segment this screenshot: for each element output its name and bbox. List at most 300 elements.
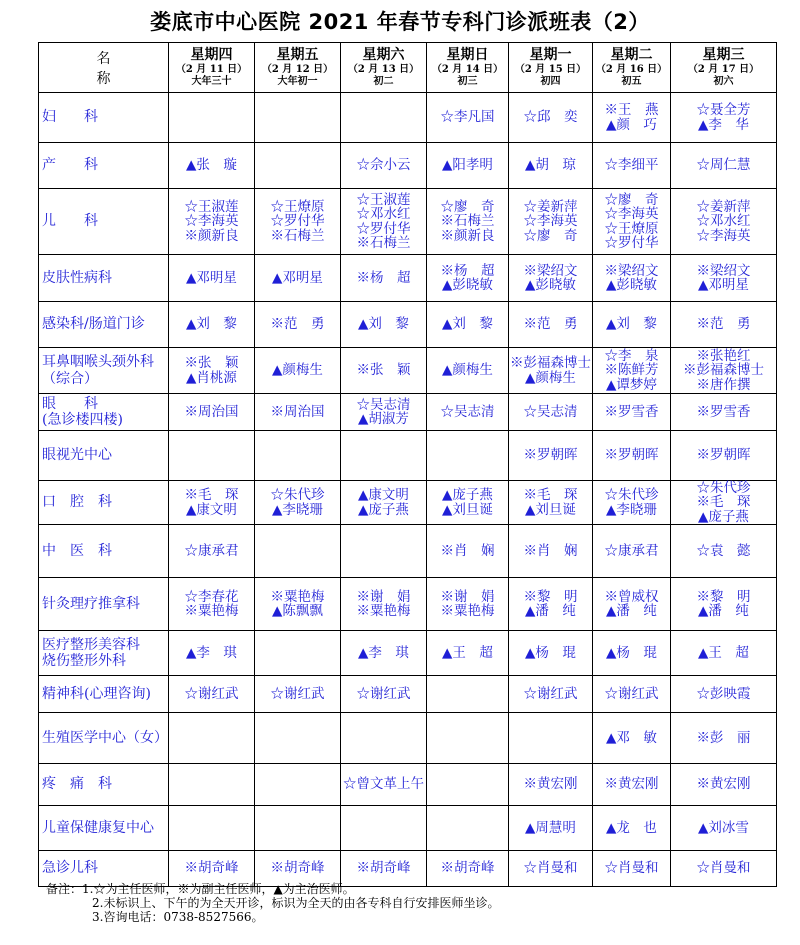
department-name-line: 眼 科	[42, 395, 98, 412]
doctor-entry: ※石梅兰	[270, 227, 325, 244]
schedule-cell	[341, 302, 427, 348]
doctor-entry: ▲李晓珊	[606, 501, 657, 518]
doctor-entry: ☆曾文革上午	[343, 776, 424, 793]
schedule-cell	[509, 189, 593, 255]
doctor-entry: ※肖 娴	[523, 542, 578, 559]
doctor-entry: ☆邓水红	[356, 206, 411, 223]
schedule-cell	[509, 713, 593, 764]
doctor-entry: ☆康承君	[604, 542, 659, 559]
department-name: 感染科/肠道门诊	[39, 302, 169, 348]
schedule-cell	[341, 255, 427, 302]
schedule-cell	[671, 578, 777, 631]
doctor-entry: ▲杨 琨	[525, 644, 576, 661]
schedule-cell	[593, 348, 671, 394]
schedule-cell	[593, 676, 671, 713]
table-row	[39, 143, 777, 189]
doctor-entry: ※梁绍文	[696, 262, 751, 279]
doctor-entry: ※罗雪香	[604, 403, 659, 420]
doctor-entry: ※颜新良	[184, 227, 239, 244]
day-date: （2 月 14 日）	[431, 63, 504, 75]
doctor-entry: ※张 颖	[184, 355, 239, 372]
doctor-entry: ※毛 琛	[523, 487, 578, 504]
doctor-entry: ※黄宏刚	[696, 776, 751, 793]
doctor-entry: ▲胡 琼	[525, 157, 576, 174]
schedule-cell	[169, 93, 255, 143]
schedule-cell	[427, 348, 509, 394]
department-name: 儿 科	[39, 189, 169, 255]
schedule-cell	[593, 806, 671, 851]
doctor-entry: ▲龙 也	[606, 819, 657, 836]
doctor-entry: ▲王 超	[442, 644, 493, 661]
doctor-entry: ▲李晓珊	[272, 501, 323, 518]
doctor-entry: ☆李海英	[523, 213, 578, 230]
schedule-cell	[255, 764, 341, 806]
doctor-entry: ▲李 琪	[186, 644, 237, 661]
doctor-entry: ☆廖 奇	[523, 227, 578, 244]
schedule-cell	[671, 302, 777, 348]
doctor-entry: ☆谢红武	[356, 685, 411, 702]
schedule-cell	[169, 578, 255, 631]
schedule-cell	[169, 348, 255, 394]
day-date: （2 月 13 日）	[347, 63, 420, 75]
doctor-entry: ▲刘 黎	[358, 316, 409, 333]
doctor-entry: ▲彭晓敏	[606, 277, 657, 293]
doctor-entry: ☆姜新萍	[523, 199, 578, 216]
schedule-cell	[593, 764, 671, 806]
doctor-entry: ※黎 明	[696, 588, 751, 605]
doctor-entry: ☆李 泉	[604, 348, 659, 365]
schedule-cell	[341, 764, 427, 806]
department-name: 中 医 科	[39, 525, 169, 578]
schedule-cell	[341, 525, 427, 578]
schedule-cell	[671, 806, 777, 851]
doctor-entry: ※罗朝晖	[696, 447, 751, 464]
doctor-entry: ▲王 超	[698, 644, 749, 661]
doctor-entry: ※陈鲜芳	[604, 362, 659, 379]
doctor-entry: ※周治国	[270, 403, 325, 420]
column-header-name: 名 称	[39, 43, 169, 93]
schedule-cell	[169, 189, 255, 255]
schedule-cell	[509, 302, 593, 348]
doctor-entry: ☆朱代珍	[270, 487, 325, 504]
day-lunar: 大年三十	[191, 75, 232, 87]
department-name	[39, 631, 169, 676]
column-header-day	[593, 43, 671, 93]
schedule-cell	[169, 302, 255, 348]
doctor-entry: ※彭 丽	[696, 729, 751, 746]
department-name: 针灸理疗推拿科	[39, 578, 169, 631]
schedule-cell	[169, 764, 255, 806]
doctor-entry: ▲陈飘飘	[272, 603, 323, 619]
table-row	[39, 578, 777, 631]
schedule-cell	[427, 93, 509, 143]
department-name: 产 科	[39, 143, 169, 189]
schedule-cell	[427, 143, 509, 189]
schedule-cell	[341, 481, 427, 525]
schedule-cell	[169, 676, 255, 713]
schedule-cell	[671, 255, 777, 302]
column-header-day	[427, 43, 509, 93]
column-header-day	[341, 43, 427, 93]
doctor-entry: ▲杨 琨	[606, 644, 657, 661]
doctor-entry: ※毛 琛	[696, 494, 751, 511]
table-row	[39, 394, 777, 431]
doctor-entry: ☆肖曼和	[604, 860, 659, 877]
schedule-cell	[341, 189, 427, 255]
schedule-cell	[509, 764, 593, 806]
doctor-entry: ※范 勇	[523, 316, 578, 333]
doctor-entry: ☆廖 奇	[604, 192, 659, 209]
doctor-entry: ※范 勇	[270, 316, 325, 333]
schedule-cell	[169, 143, 255, 189]
schedule-cell	[593, 481, 671, 525]
schedule-cell	[255, 525, 341, 578]
doctor-entry: ▲李 琪	[358, 644, 409, 661]
doctor-entry: ※彭福森博士	[683, 362, 764, 379]
schedule-cell	[341, 806, 427, 851]
doctor-entry: ▲康文明	[186, 501, 237, 518]
doctor-entry: ☆聂全芳	[696, 102, 751, 119]
schedule-cell	[341, 713, 427, 764]
schedule-cell	[671, 394, 777, 431]
doctor-entry: ▲颜梅生	[525, 369, 576, 386]
doctor-entry: ※罗朝晖	[523, 447, 578, 464]
day-weekday: 星期一	[529, 47, 572, 64]
schedule-cell	[671, 93, 777, 143]
schedule-cell	[593, 255, 671, 302]
day-weekday: 星期四	[190, 47, 233, 64]
doctor-entry: ☆王淑莲	[356, 192, 411, 209]
schedule-cell	[509, 481, 593, 525]
schedule-cell	[509, 348, 593, 394]
doctor-entry: ☆吴志清	[440, 403, 495, 420]
schedule-cell	[341, 143, 427, 189]
doctor-entry: ▲潘 纯	[606, 603, 657, 619]
schedule-cell	[509, 143, 593, 189]
doctor-entry: ※罗朝晖	[604, 447, 659, 464]
doctor-entry: ▲颜梅生	[272, 362, 323, 379]
schedule-cell	[255, 806, 341, 851]
doctor-entry: ☆袁 懿	[696, 542, 751, 559]
doctor-entry: ▲邓明星	[272, 269, 323, 286]
schedule-cell	[509, 394, 593, 431]
doctor-entry: ▲颜梅生	[442, 362, 493, 379]
doctor-entry: ※毛 琛	[184, 487, 239, 504]
schedule-cell	[427, 676, 509, 713]
day-lunar: 初六	[713, 75, 734, 87]
schedule-cell	[593, 431, 671, 481]
department-name-line: 医疗整形美容科	[42, 636, 140, 653]
doctor-entry: ▲潘 纯	[698, 603, 749, 619]
schedule-cell	[255, 255, 341, 302]
department-name: 急诊儿科	[39, 851, 169, 887]
schedule-cell	[169, 255, 255, 302]
column-header-day	[509, 43, 593, 93]
schedule-cell	[671, 189, 777, 255]
table-row	[39, 348, 777, 394]
doctor-entry: ☆李海英	[184, 213, 239, 230]
doctor-entry: ▲彭晓敏	[525, 277, 576, 293]
doctor-entry: ▲庞子燕	[358, 501, 409, 518]
doctor-entry: ☆罗付华	[356, 220, 411, 237]
schedule-cell	[255, 431, 341, 481]
schedule-table	[38, 42, 777, 887]
note-line-3: 3.咨询电话：0738-8527566。	[92, 910, 264, 925]
table-row	[39, 189, 777, 255]
doctor-entry: ※彭福森博士	[510, 355, 591, 372]
doctor-entry: ▲刘旦诞	[525, 501, 576, 518]
schedule-cell	[509, 851, 593, 887]
schedule-cell	[671, 481, 777, 525]
schedule-cell	[671, 676, 777, 713]
schedule-cell	[255, 713, 341, 764]
schedule-cell	[255, 143, 341, 189]
doctor-entry: ☆谢红武	[184, 685, 239, 702]
doctor-entry: ※梁绍文	[523, 262, 578, 279]
day-date: （2 月 12 日）	[261, 63, 334, 75]
department-name: 妇 科	[39, 93, 169, 143]
doctor-entry: ☆廖 奇	[440, 199, 495, 216]
table-row	[39, 806, 777, 851]
schedule-cell	[593, 525, 671, 578]
schedule-cell	[427, 255, 509, 302]
doctor-entry: ※谢 娟	[356, 588, 411, 605]
day-date: （2 月 17 日）	[687, 63, 760, 75]
doctor-entry: ※周治国	[184, 403, 239, 420]
schedule-cell	[509, 93, 593, 143]
doctor-entry: ※罗雪香	[696, 403, 751, 420]
table-row	[39, 713, 777, 764]
day-lunar: 初五	[621, 75, 642, 87]
schedule-cell	[169, 713, 255, 764]
schedule-cell	[169, 394, 255, 431]
schedule-cell	[671, 851, 777, 887]
doctor-entry: ☆邱 奕	[523, 109, 578, 126]
table-row	[39, 302, 777, 348]
doctor-entry: ※唐作撰	[696, 376, 751, 393]
doctor-entry: ※黎 明	[523, 588, 578, 605]
schedule-cell	[427, 631, 509, 676]
day-weekday: 星期五	[276, 47, 319, 64]
department-name-line: 耳鼻咽喉头颈外科	[42, 354, 154, 371]
department-name: 口 腔 科	[39, 481, 169, 525]
department-name-line: 烧伤整形外科	[42, 653, 126, 669]
doctor-entry: ☆罗付华	[604, 234, 659, 251]
doctor-entry: ☆姜新萍	[696, 199, 751, 216]
table-row	[39, 525, 777, 578]
table-row	[39, 255, 777, 302]
day-lunar: 初四	[540, 75, 561, 87]
day-date: （2 月 15 日）	[514, 63, 587, 75]
doctor-entry: ▲邓 敏	[606, 729, 657, 746]
schedule-cell	[169, 481, 255, 525]
column-header-day	[255, 43, 341, 93]
doctor-entry: ☆罗付华	[270, 213, 325, 230]
department-name	[39, 348, 169, 394]
doctor-entry: ▲谭梦婷	[606, 376, 657, 393]
schedule-cell	[427, 189, 509, 255]
doctor-entry: ☆李海英	[604, 206, 659, 223]
doctor-entry: ▲颜 巧	[606, 116, 657, 133]
doctor-entry: ※曾威权	[604, 588, 659, 605]
doctor-entry: ☆康承君	[184, 542, 239, 559]
schedule-cell	[341, 394, 427, 431]
department-name: 眼视光中心	[39, 431, 169, 481]
schedule-cell	[341, 348, 427, 394]
day-weekday: 星期日	[446, 47, 489, 64]
doctor-entry: ※张艳红	[696, 348, 751, 365]
doctor-entry: ☆彭映霞	[696, 685, 751, 702]
doctor-entry: ※黄宏刚	[604, 776, 659, 793]
schedule-cell	[671, 764, 777, 806]
doctor-entry: ☆邓水红	[696, 213, 751, 230]
schedule-cell	[427, 525, 509, 578]
doctor-entry: ※粟艳梅	[356, 603, 411, 619]
schedule-cell	[255, 631, 341, 676]
schedule-cell	[593, 93, 671, 143]
schedule-cell	[427, 302, 509, 348]
department-name-line: (急诊楼四楼)	[42, 412, 123, 428]
schedule-cell	[341, 578, 427, 631]
doctor-entry: ▲刘 黎	[186, 316, 237, 333]
schedule-cell	[509, 676, 593, 713]
day-lunar: 大年初一	[277, 75, 318, 87]
doctor-entry: ※胡奇峰	[270, 860, 325, 877]
day-weekday: 星期二	[610, 47, 653, 64]
schedule-cell	[671, 713, 777, 764]
doctor-entry: ▲刘 黎	[442, 316, 493, 333]
doctor-entry: ☆朱代珍	[604, 487, 659, 504]
doctor-entry: ▲邓明星	[698, 277, 749, 293]
table-row	[39, 676, 777, 713]
schedule-cell	[427, 578, 509, 631]
doctor-entry: ☆王淑莲	[184, 199, 239, 216]
doctor-entry: ☆李春花	[184, 588, 239, 605]
doctor-entry: ☆谢红武	[604, 685, 659, 702]
schedule-cell	[671, 525, 777, 578]
doctor-entry: ▲庞子燕	[698, 508, 749, 525]
note-line-1: 备注：1.☆为主任医师，※为副主任医师，▲为主治医师。	[46, 882, 355, 896]
doctor-entry: ※王 燕	[604, 102, 659, 119]
doctor-entry: ※胡奇峰	[356, 860, 411, 877]
doctor-entry: ※石梅兰	[440, 213, 495, 230]
schedule-cell	[593, 302, 671, 348]
schedule-cell	[427, 431, 509, 481]
schedule-cell	[427, 713, 509, 764]
schedule-cell	[509, 525, 593, 578]
doctor-entry: ※石梅兰	[356, 234, 411, 251]
doctor-entry: ☆王燎原	[270, 199, 325, 216]
department-name: 疼 痛 科	[39, 764, 169, 806]
day-date: （2 月 11 日）	[175, 63, 248, 75]
doctor-entry: ☆朱代珍	[696, 480, 751, 497]
schedule-cell	[341, 431, 427, 481]
doctor-entry: ☆吴志清	[523, 403, 578, 420]
schedule-cell	[255, 189, 341, 255]
table-row	[39, 631, 777, 676]
doctor-entry: ※粟艳梅	[184, 603, 239, 619]
column-header-day	[169, 43, 255, 93]
day-lunar: 初二	[373, 75, 394, 87]
schedule-cell	[593, 713, 671, 764]
doctor-entry: ※黄宏刚	[523, 776, 578, 793]
doctor-entry: ▲阳孝明	[442, 157, 493, 174]
department-name: 儿童保健康复中心	[39, 806, 169, 851]
day-weekday: 星期六	[362, 47, 405, 64]
note-line-2: 2.未标识上、下午的为全天开诊，标识为全天的由各专科自行安排医师坐诊。	[92, 896, 500, 911]
doctor-entry: ※粟艳梅	[270, 588, 325, 605]
department-name: 皮肤性病科	[39, 255, 169, 302]
doctor-entry: ※粟艳梅	[440, 603, 495, 619]
department-name	[39, 394, 169, 431]
schedule-cell	[593, 578, 671, 631]
schedule-cell	[169, 631, 255, 676]
table-row	[39, 764, 777, 806]
schedule-cell	[341, 93, 427, 143]
doctor-entry: ※肖 娴	[440, 542, 495, 559]
schedule-cell	[341, 676, 427, 713]
schedule-cell	[593, 851, 671, 887]
header-row	[39, 43, 777, 93]
day-weekday: 星期三	[702, 47, 745, 64]
doctor-entry: ☆李细平	[604, 157, 659, 174]
department-name-line: （综合）	[42, 370, 98, 387]
doctor-entry: ▲张 璇	[186, 157, 237, 174]
schedule-cell	[255, 676, 341, 713]
doctor-entry: ☆谢红武	[270, 685, 325, 702]
doctor-entry: ▲肖桃源	[186, 369, 237, 386]
schedule-cell	[509, 578, 593, 631]
day-lunar: 初三	[457, 75, 478, 87]
doctor-entry: ☆谢红武	[523, 685, 578, 702]
table-row	[39, 93, 777, 143]
doctor-entry: ▲刘冰雪	[698, 819, 749, 836]
doctor-entry: ☆吴志清	[356, 396, 411, 413]
doctor-entry: ▲周慧明	[525, 819, 576, 836]
schedule-cell	[509, 255, 593, 302]
doctor-entry: ☆肖曼和	[696, 860, 751, 877]
schedule-cell	[427, 394, 509, 431]
schedule-cell	[593, 631, 671, 676]
notes	[46, 882, 499, 924]
schedule-cell	[341, 631, 427, 676]
day-date: （2 月 16 日）	[595, 63, 668, 75]
schedule-cell	[169, 525, 255, 578]
schedule-cell	[169, 806, 255, 851]
doctor-entry: ☆佘小云	[356, 157, 411, 174]
schedule-cell	[671, 348, 777, 394]
schedule-cell	[255, 394, 341, 431]
schedule-cell	[169, 431, 255, 481]
schedule-cell	[671, 631, 777, 676]
schedule-cell	[427, 764, 509, 806]
doctor-entry: ※胡奇峰	[184, 860, 239, 877]
schedule-cell	[593, 143, 671, 189]
schedule-cell	[593, 394, 671, 431]
doctor-entry: ▲潘 纯	[525, 603, 576, 619]
doctor-entry: ※杨 超	[356, 269, 411, 286]
doctor-entry: ※杨 超	[440, 262, 495, 279]
doctor-entry: ▲刘旦诞	[442, 501, 493, 518]
doctor-entry: ▲邓明星	[186, 269, 237, 286]
doctor-entry: ※梁绍文	[604, 262, 659, 279]
schedule-cell	[671, 431, 777, 481]
column-header-day	[671, 43, 777, 93]
schedule-cell	[255, 348, 341, 394]
doctor-entry: ※谢 娟	[440, 588, 495, 605]
doctor-entry: ▲彭晓敏	[442, 277, 493, 293]
schedule-cell	[255, 481, 341, 525]
